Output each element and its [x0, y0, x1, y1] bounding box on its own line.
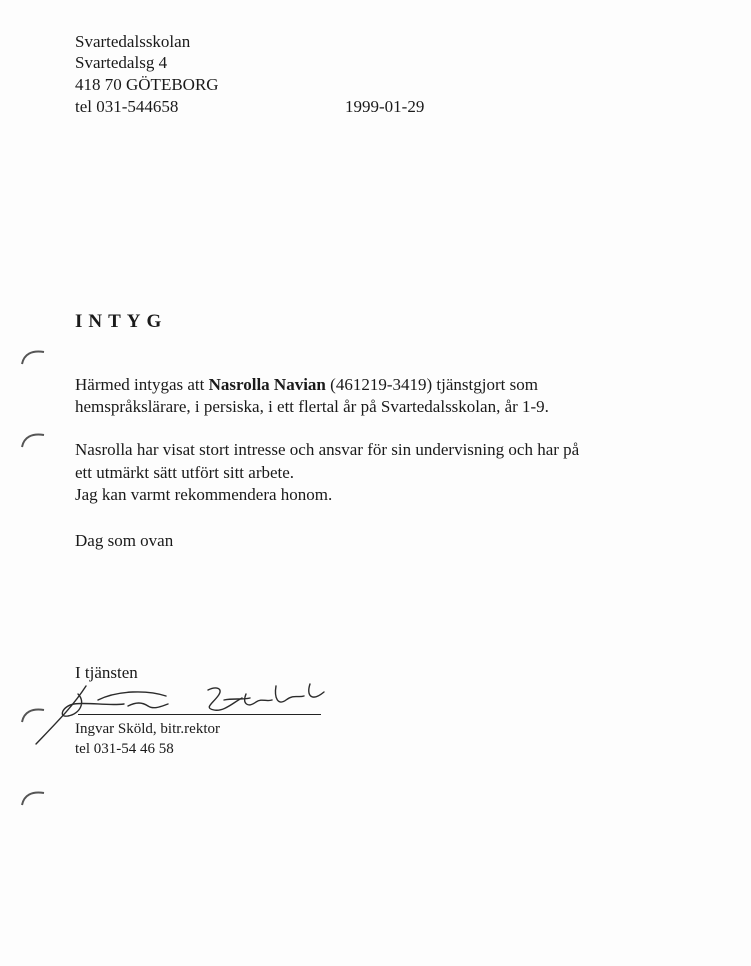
paragraph-2-line-2: ett utmärkt sätt utfört sitt arbete. [75, 463, 295, 482]
signatory-name-title: Ingvar Sköld, bitr.rektor [75, 721, 220, 737]
signature-line [78, 714, 321, 715]
paragraph-1-line-1 [75, 374, 538, 395]
binder-hole-arc-icon [18, 344, 48, 368]
binder-hole-arc-icon [18, 427, 48, 451]
closing-line: Dag som ovan [75, 531, 174, 550]
letter-date: 1999-01-29 [345, 97, 425, 116]
binder-hole-arc-icon [18, 702, 48, 726]
signatory-phone: tel 031-54 46 58 [75, 741, 174, 757]
sender-school: Svartedalsskolan [75, 32, 191, 51]
binder-hole-arc-icon [18, 785, 48, 809]
signoff-line: I tjänsten [75, 663, 138, 682]
sender-street: Svartedalsg 4 [75, 53, 168, 72]
sender-phone: tel 031-544658 [75, 97, 179, 116]
paragraph-1-intro: Härmed intygas att [75, 375, 209, 394]
paragraph-1-line-2: hemspråkslärare, i persiska, i ett flertal år på Svartedalsskolan, år 1-9. [75, 397, 549, 416]
employee-name: Nasrolla Navian [208, 375, 326, 394]
paragraph-2-line-3: Jag kan varmt rekommendera honom. [75, 485, 333, 504]
paragraph-2-line-1: Nasrolla har visat stort intresse och ansvar för sin undervisning och har på [75, 440, 580, 459]
document-title: INTYG [75, 311, 168, 332]
paragraph-1-rest: (461219-3419) tjänstgjort som [325, 375, 538, 394]
sender-postal: 418 70 GÖTEBORG [75, 75, 219, 94]
